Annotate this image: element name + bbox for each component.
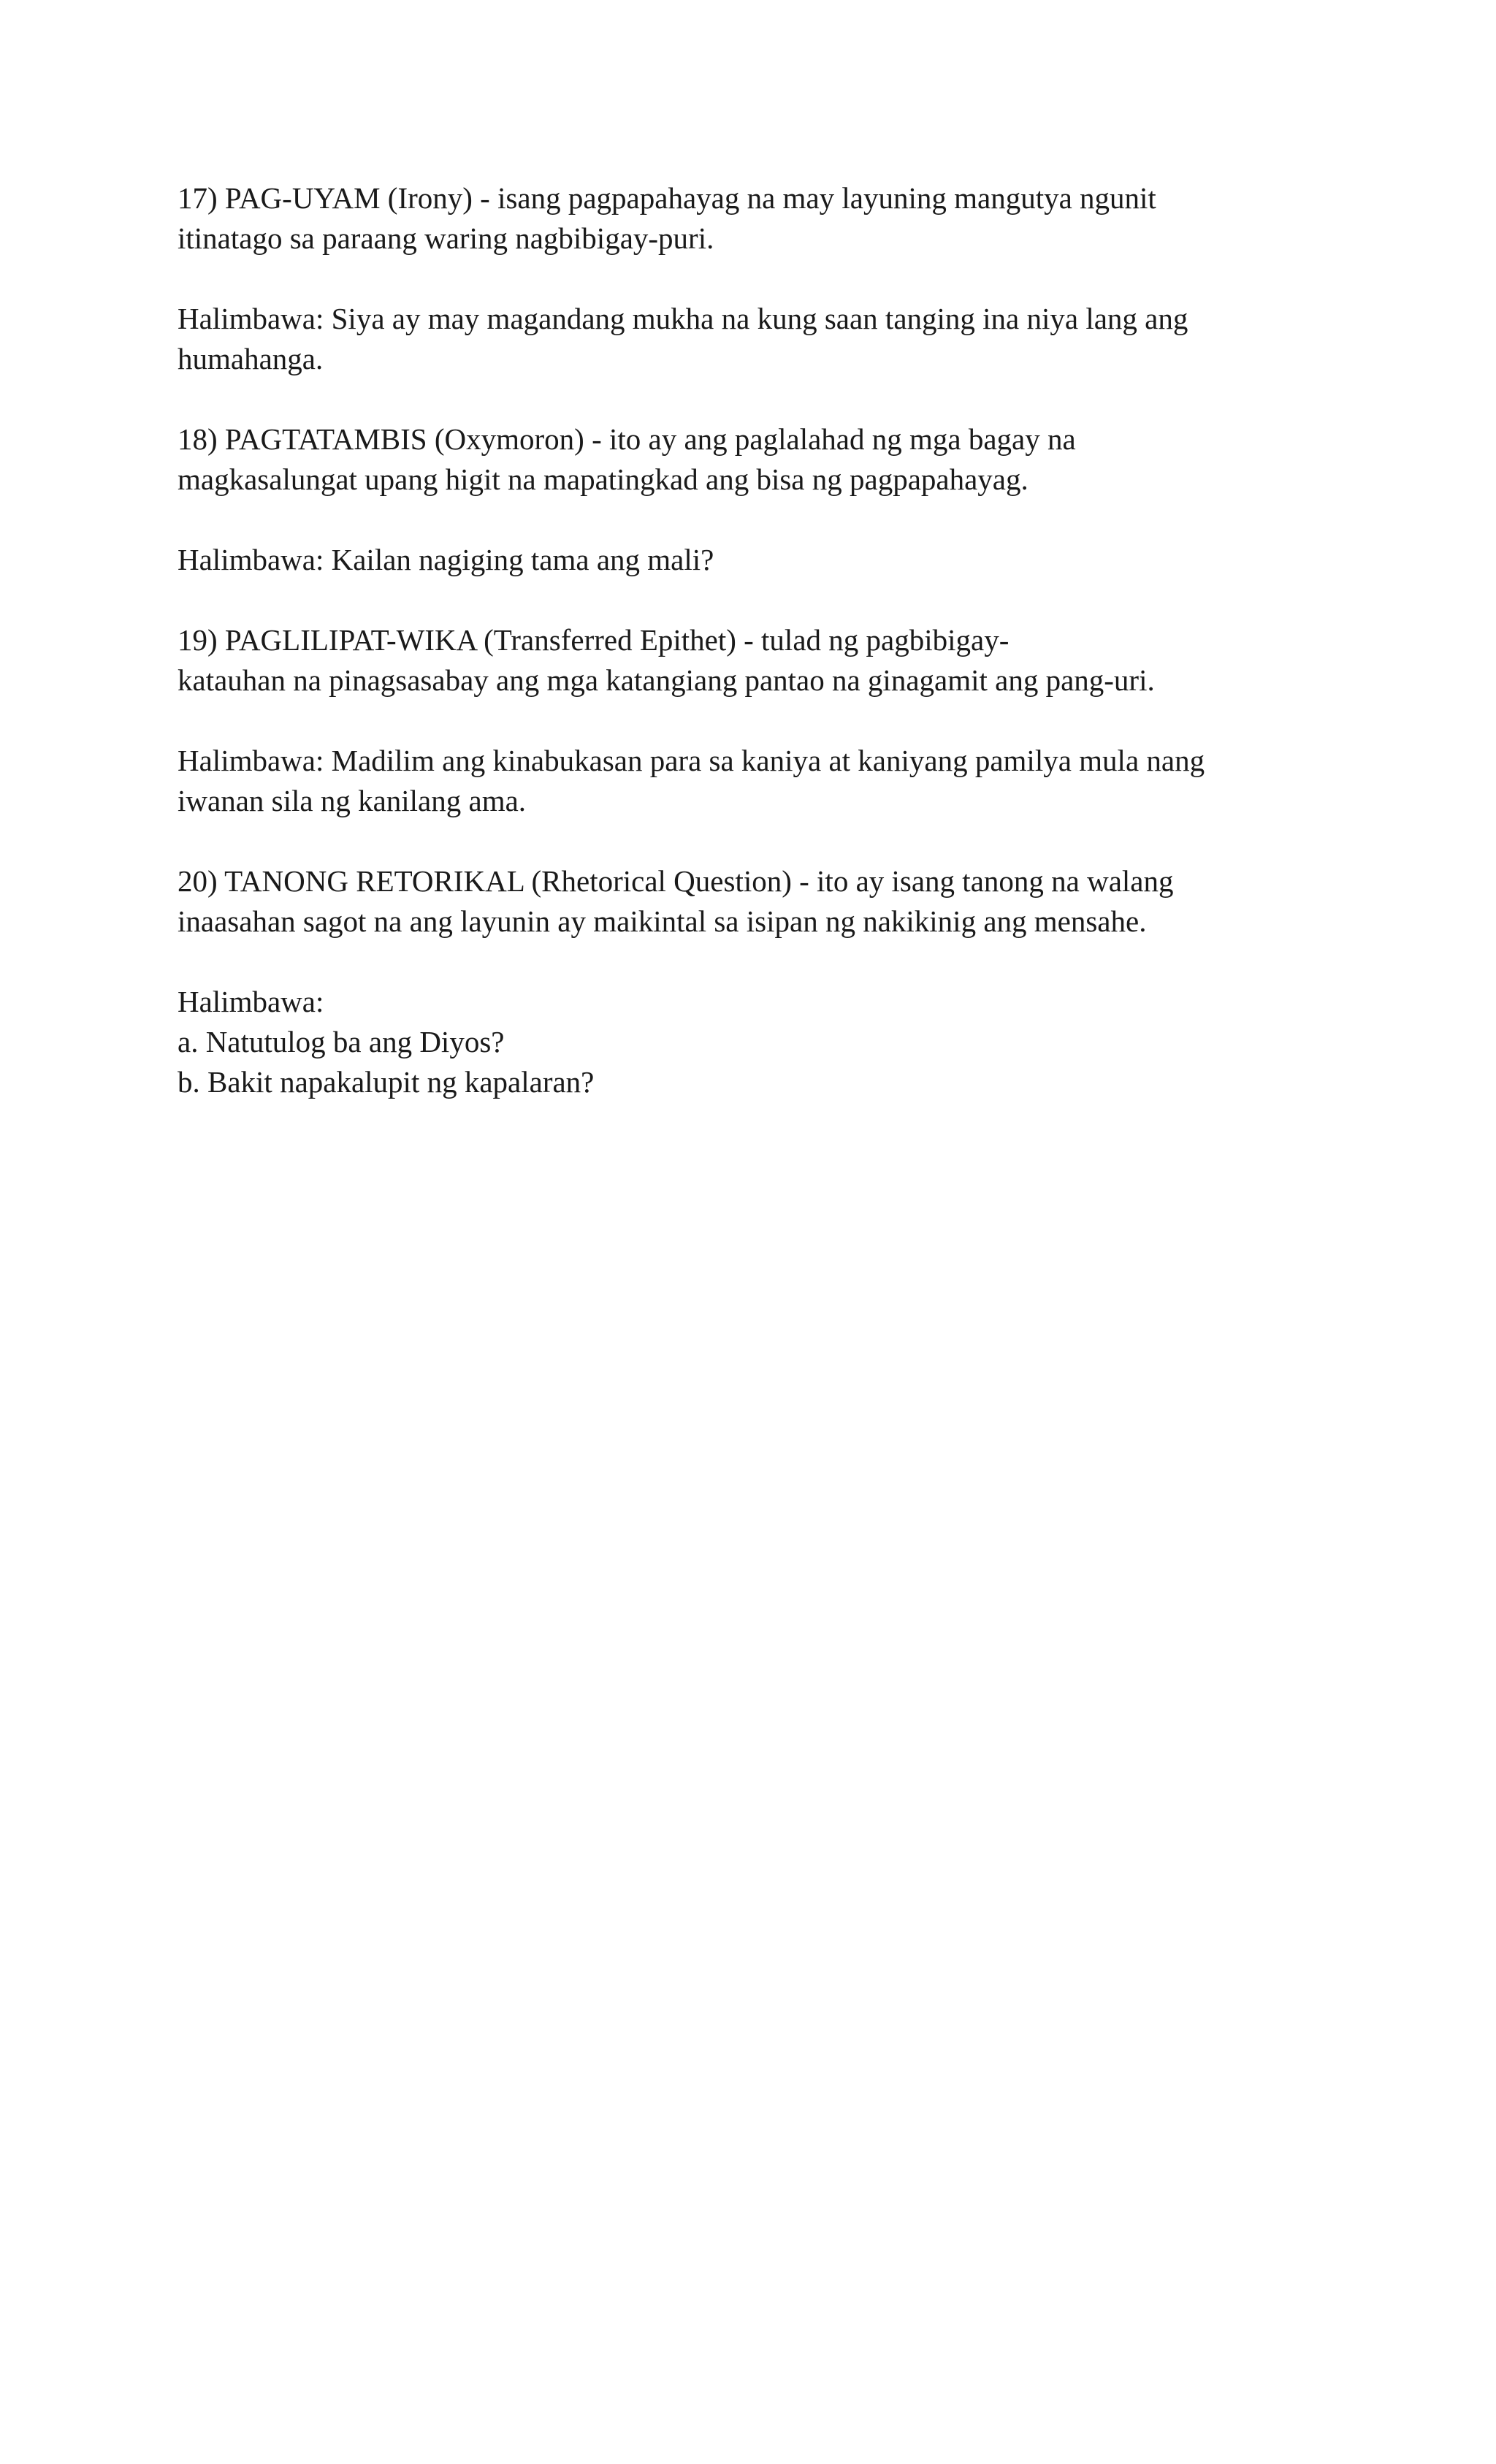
example-20-item-a: a. Natutulog ba ang Diyos? xyxy=(178,1025,505,1059)
definition-17-line-2: itinatago sa paraang waring nagbibigay-puri. xyxy=(178,221,714,255)
definition-20-line-2: inaasahan sagot na ang layunin ay maikintal sa isipan ng nakikinig ang mensahe. xyxy=(178,904,1147,938)
document-body xyxy=(178,178,1346,1143)
definition-17-line-1: 17) PAG-UYAM (Irony) - isang pagpapahayag na may layuning mangutya ngunit xyxy=(178,181,1156,215)
definition-20-line-1: 20) TANONG RETORIKAL (Rhetorical Question) - ito ay isang tanong na walang xyxy=(178,864,1174,898)
example-17-line-1: Halimbawa: Siya ay may magandang mukha na kung saan tanging ina niya lang ang xyxy=(178,302,1188,335)
definition-17 xyxy=(178,178,1346,259)
definition-19-line-2: katauhan na pinagsasabay ang mga katangiang pantao na ginagamit ang pang-uri. xyxy=(178,663,1155,697)
example-19-line-1: Halimbawa: Madilim ang kinabukasan para sa kaniya at kaniyang pamilya mula nang xyxy=(178,744,1205,777)
example-17 xyxy=(178,299,1346,379)
example-18-line-1: Halimbawa: Kailan nagiging tama ang mali? xyxy=(178,543,714,576)
definition-18 xyxy=(178,419,1346,500)
definition-18-line-2: magkasalungat upang higit na mapatingkad ang bisa ng pagpapahayag. xyxy=(178,462,1028,496)
definition-19-line-1: 19) PAGLILIPAT-WIKA (Transferred Epithet) - tulad ng pagbibigay- xyxy=(178,623,1010,657)
definition-20 xyxy=(178,861,1346,942)
example-19 xyxy=(178,741,1346,821)
definition-18-line-1: 18) PAGTATAMBIS (Oxymoron) - ito ay ang paglalahad ng mga bagay na xyxy=(178,422,1076,456)
example-18 xyxy=(178,540,1346,580)
example-19-line-2: iwanan sila ng kanilang ama. xyxy=(178,784,527,817)
definition-19 xyxy=(178,620,1346,701)
example-17-line-2: humahanga. xyxy=(178,342,324,375)
example-20 xyxy=(178,982,1346,1102)
example-20-heading: Halimbawa: xyxy=(178,985,324,1018)
example-20-item-b: b. Bakit napakalupit ng kapalaran? xyxy=(178,1065,595,1099)
